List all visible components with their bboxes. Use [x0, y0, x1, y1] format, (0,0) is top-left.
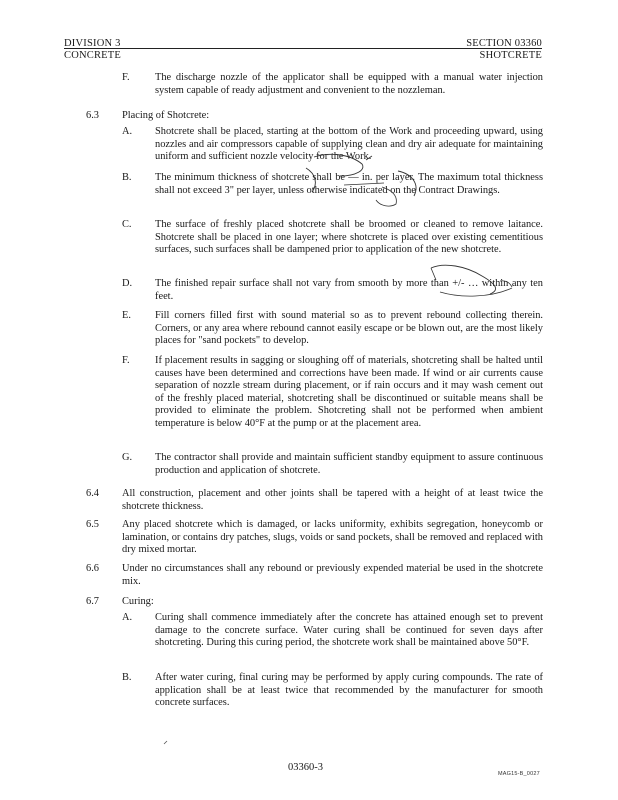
section-sub-label: SHOTCRETE [479, 50, 542, 61]
section-label: SECTION 03360 [466, 38, 542, 49]
item-text: Curing shall commence immediately after the concrete has attained enough set to prevent damage to the concrete surface. Water curing shall be continued for seven days after shotcreting. During this curing period, the shotcrete work shall be maintained above 50°F. [155, 612, 543, 649]
division-sub-label: CONCRETE [64, 50, 122, 61]
section-text: Any placed shotcrete which is damaged, or lacks uniformity, exhibits segregation, honeycomb or lamination, or contains dry patches, slugs, voids or sand pockets, shall be removed and replaced with dry mixed mortar. [122, 519, 543, 556]
stray-pen-mark [164, 741, 167, 744]
section-title: Placing of Shotcrete: [122, 110, 210, 121]
item-label: A. [122, 126, 133, 137]
item-text: The contractor shall provide and maintain sufficient standby equipment to assure continuous production and application of shotcrete. [155, 452, 543, 476]
item-text: Shotcrete shall be placed, starting at the bottom of the Work and proceeding upward, using nozzles and air compressors capable of supplying clean and dry air adequate for maintaining uniform and sufficient nozzle velocity for the Work. [155, 126, 543, 163]
item-label: B. [122, 672, 132, 683]
section-text: Under no circumstances shall any rebound or previously expended material be used in the shotcrete mix. [122, 563, 543, 587]
item-label: A. [122, 612, 133, 623]
document-code: MAG15-B_0027 [498, 771, 540, 777]
section-title: Curing: [122, 596, 154, 607]
item-label: B. [122, 172, 132, 183]
item-label: E. [122, 310, 131, 321]
item-text: The finished repair surface shall not vary from smooth by more than +/- … within any ten feet. [155, 278, 543, 302]
section-number: 6.5 [86, 519, 99, 530]
section-number: 6.4 [86, 488, 99, 499]
item-label: D. [122, 278, 133, 289]
division-label: DIVISION 3 [64, 38, 121, 49]
item-text: The minimum thickness of shotcrete shall be — in. per layer. The maximum total thickness shall not exceed 3" per layer, unless otherwise indicated on the Contract Drawings. [155, 172, 543, 196]
item-label: F. [122, 355, 130, 366]
section-number: 6.3 [86, 110, 99, 121]
item-label: G. [122, 452, 133, 463]
item-text: The discharge nozzle of the applicator shall be equipped with a manual water injection system capable of ready adjustment and convenient to the nozzleman. [155, 72, 543, 96]
item-label: C. [122, 219, 132, 230]
page-number: 03360-3 [288, 762, 323, 773]
item-label: F. [122, 72, 130, 83]
item-text: After water curing, final curing may be performed by apply curing compounds. The rate of application shall be at least twice that recommended by the manufacturer for smooth concrete surfaces. [155, 672, 543, 709]
item-text: Fill corners filled first with sound material so as to prevent rebound collecting therein. Corners, or any area where rebound cannot easily escape or be blown out, are the most likely places for "sand pockets" to develop. [155, 310, 543, 347]
item-text: If placement results in sagging or sloughing off of materials, shotcreting shall be halted until causes have been determined and corrections have been made. If wind or air currents cause separation of nozzle stream during placement, or if rain occurs and it may wash cement out of the freshly placed material, shotcreting shall be discontinued or suitable means shall be provided to eliminate the problem. Shotcreting shall not be performed when ambient temperature is below 40°F at the pump or at the placement area. [155, 355, 543, 429]
section-text: All construction, placement and other joints shall be tapered with a height of at least twice the shotcrete thickness. [122, 488, 543, 512]
section-number: 6.7 [86, 596, 99, 607]
header-rule [64, 48, 542, 49]
section-number: 6.6 [86, 563, 99, 574]
item-text: The surface of freshly placed shotcrete shall be broomed or cleaned to remove laitance. Shotcrete shall be placed in one layer; where shotcrete is placed over existing cementitious surfaces, such surfaces shall be dampened prior to application of the new shotcrete. [155, 219, 543, 256]
